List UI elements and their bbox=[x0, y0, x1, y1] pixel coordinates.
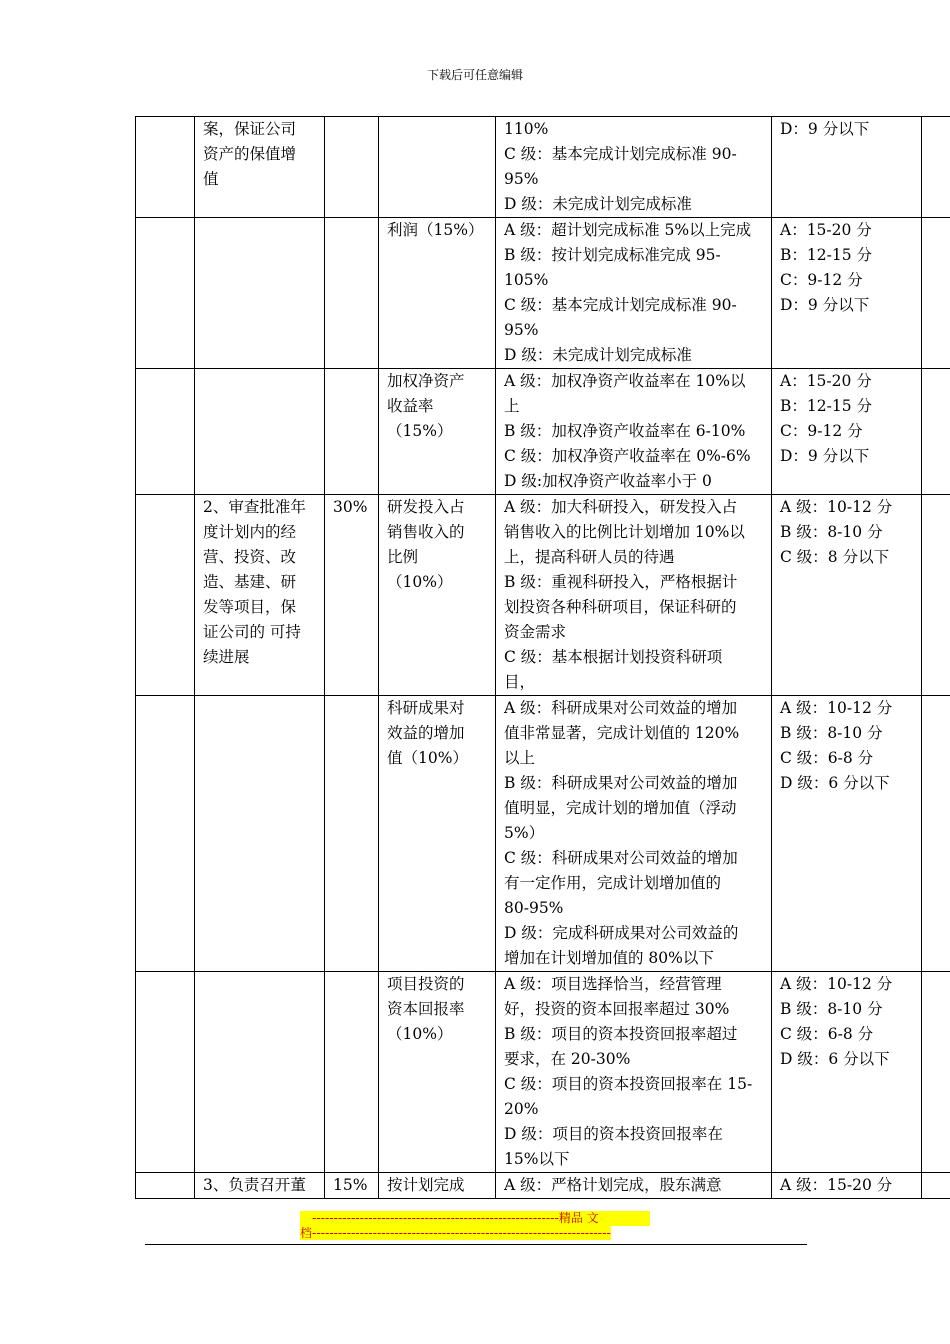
table-cell-col5 bbox=[496, 369, 772, 495]
cell-line: B 级：8-10 分 bbox=[780, 1000, 883, 1018]
table-cell-col7 bbox=[922, 369, 950, 495]
cell-line: 目， bbox=[504, 673, 536, 691]
table-cell-col4 bbox=[379, 696, 496, 972]
cell-line: 利润（15%） bbox=[387, 221, 484, 239]
cell-line: A 级：10-12 分 bbox=[780, 699, 893, 717]
cell-line: D 级：未完成计划完成标准 bbox=[504, 195, 692, 213]
cell-line: 80-95% bbox=[504, 899, 564, 917]
cell-line: D：9 分以下 bbox=[780, 447, 870, 465]
table-cell-col7 bbox=[922, 117, 950, 218]
table-row bbox=[136, 218, 950, 369]
table-cell-col5 bbox=[496, 495, 772, 696]
cell-line: 值明显，完成计划的增加值（浮动 bbox=[504, 799, 737, 817]
cell-line: 增加在计划增加值的 80%以下 bbox=[504, 949, 714, 967]
cell-line: A 级：15-20 分 bbox=[780, 1176, 893, 1194]
cell-line: 2、审查批准年 bbox=[203, 498, 306, 516]
table-cell-col3: 15% bbox=[325, 1173, 379, 1199]
cell-line: 95% bbox=[504, 170, 539, 188]
table-cell-col2 bbox=[195, 218, 325, 369]
table-cell-col3 bbox=[325, 218, 379, 369]
cell-line: 证公司的 可持 bbox=[203, 623, 301, 641]
cell-line: B 级：8-10 分 bbox=[780, 523, 883, 541]
table-cell-col4 bbox=[379, 218, 496, 369]
cell-line: B：12-15 分 bbox=[780, 397, 873, 415]
cell-line: B 级：按计划完成标准完成 95- bbox=[504, 246, 721, 264]
table-cell-col4 bbox=[379, 972, 496, 1173]
cell-line: 科研成果对 bbox=[387, 699, 465, 717]
cell-line: 资产的保值增 bbox=[203, 145, 297, 163]
cell-line: 资本回报率 bbox=[387, 1000, 465, 1018]
cell-line: D 级：项目的资本投资回报率在 bbox=[504, 1125, 723, 1143]
table-row bbox=[136, 696, 950, 972]
cell-line: （10%） bbox=[387, 573, 453, 591]
table-cell-col7 bbox=[922, 218, 950, 369]
table-cell-col7 bbox=[922, 1173, 950, 1199]
table-row bbox=[136, 972, 950, 1173]
table-row bbox=[136, 495, 950, 696]
table-cell-col6 bbox=[772, 696, 922, 972]
table-cell-col3 bbox=[325, 696, 379, 972]
cell-line: C 级：项目的资本投资回报率在 15- bbox=[504, 1075, 753, 1093]
cell-line: 比例 bbox=[387, 548, 419, 566]
table-cell-col3 bbox=[325, 369, 379, 495]
cell-line: B 级：科研成果对公司效益的增加 bbox=[504, 774, 738, 792]
cell-line: 效益的增加 bbox=[387, 724, 465, 742]
cell-line: 研发投入占 bbox=[387, 498, 465, 516]
cell-line: A 级：项目选择恰当，经营管理 bbox=[504, 975, 722, 993]
cell-line: A 级：加大科研投入，研发投入占 bbox=[504, 498, 738, 516]
cell-line: 收益率 bbox=[387, 397, 434, 415]
cell-line: 上，提高科研人员的待遇 bbox=[504, 548, 675, 566]
cell-line: 按计划完成 bbox=[387, 1176, 465, 1194]
cell-line: 营、投资、改 bbox=[203, 548, 297, 566]
cell-line: A 级：10-12 分 bbox=[780, 975, 893, 993]
cell-line: 有一定作用，完成计划增加值的 bbox=[504, 874, 722, 892]
cell-line: A 级：严格计划完成，股东满意 bbox=[504, 1176, 722, 1194]
cell-line: 值非常显著，完成计划值的 120% bbox=[504, 724, 740, 742]
table-cell-col6 bbox=[772, 972, 922, 1173]
cell-line: D 级：6 分以下 bbox=[780, 774, 890, 792]
table-cell-col5 bbox=[496, 218, 772, 369]
table-cell-col6 bbox=[772, 369, 922, 495]
table-cell-col4 bbox=[379, 117, 496, 218]
cell-line: B：12-15 分 bbox=[780, 246, 873, 264]
table-cell-col3 bbox=[325, 972, 379, 1173]
cell-line: C 级：基本完成计划完成标准 90- bbox=[504, 296, 737, 314]
evaluation-table bbox=[135, 116, 950, 1199]
table-row bbox=[136, 1173, 950, 1199]
cell-line: 以上 bbox=[504, 749, 536, 767]
cell-line: C 级：基本根据计划投资科研项 bbox=[504, 648, 723, 666]
page-header: 下载后可任意编辑 bbox=[426, 68, 523, 82]
cell-line: 110% bbox=[504, 120, 549, 138]
table-cell-col1 bbox=[136, 117, 195, 218]
cell-line: 项目投资的 bbox=[387, 975, 465, 993]
table-cell-col6 bbox=[772, 117, 922, 218]
table-cell-col5 bbox=[496, 972, 772, 1173]
cell-line: A：15-20 分 bbox=[780, 221, 872, 239]
cell-line: A：15-20 分 bbox=[780, 372, 872, 390]
table-cell-col6 bbox=[772, 218, 922, 369]
table-cell-col1 bbox=[136, 1173, 195, 1199]
cell-line: 好，投资的资本回报率超过 30% bbox=[504, 1000, 730, 1018]
table-cell-col5 bbox=[496, 696, 772, 972]
cell-line: A 级：科研成果对公司效益的增加 bbox=[504, 699, 738, 717]
cell-line: 5%） bbox=[504, 824, 545, 842]
cell-line: A 级：10-12 分 bbox=[780, 498, 893, 516]
cell-line: 造、基建、研 bbox=[203, 573, 297, 591]
cell-line: 资金需求 bbox=[504, 623, 567, 641]
table-cell-col2 bbox=[195, 972, 325, 1173]
cell-line: C 级：基本完成计划完成标准 90- bbox=[504, 145, 737, 163]
table-cell-col3: 30% bbox=[325, 495, 379, 696]
table-cell-col3 bbox=[325, 117, 379, 218]
cell-line: B 级：项目的资本投资回报率超过 bbox=[504, 1025, 738, 1043]
cell-line: A 级：超计划完成标准 5%以上完成 bbox=[504, 221, 752, 239]
footer-line-1: ---------------------------------------------------------精品 文 bbox=[300, 1211, 650, 1226]
cell-line: 105% bbox=[504, 271, 549, 289]
cell-line: D 级：完成科研成果对公司效益的 bbox=[504, 924, 739, 942]
cell-line: 划投资各种科研项目，保证科研的 bbox=[504, 598, 737, 616]
cell-line: （10%） bbox=[387, 1025, 453, 1043]
cell-line: 度计划内的经 bbox=[203, 523, 297, 541]
cell-line: 销售收入的 bbox=[387, 523, 465, 541]
table-cell-col2 bbox=[195, 495, 325, 696]
table-cell-col5 bbox=[496, 1173, 772, 1199]
cell-line: 95% bbox=[504, 321, 539, 339]
cell-line: 上 bbox=[504, 397, 520, 415]
footer-divider bbox=[145, 1244, 807, 1245]
cell-line: 20% bbox=[504, 1100, 539, 1118]
table-cell-col2 bbox=[195, 369, 325, 495]
cell-line: 销售收入的比例比计划增加 10%以 bbox=[504, 523, 745, 541]
cell-line: 3、负责召开董 bbox=[203, 1176, 306, 1194]
table-cell-col7 bbox=[922, 495, 950, 696]
cell-line: B 级：加权净资产收益率在 6-10% bbox=[504, 422, 746, 440]
table-cell-col2 bbox=[195, 696, 325, 972]
cell-line: A 级：加权净资产收益率在 10%以 bbox=[504, 372, 746, 390]
cell-line: 续进展 bbox=[203, 648, 250, 666]
table-cell-col2 bbox=[195, 117, 325, 218]
table-cell-col1 bbox=[136, 972, 195, 1173]
cell-line: 发等项目，保 bbox=[203, 598, 297, 616]
cell-line: D 级：未完成计划完成标准 bbox=[504, 346, 692, 364]
table-cell-col1 bbox=[136, 369, 195, 495]
cell-line: 值 bbox=[203, 170, 219, 188]
table-cell-col5 bbox=[496, 117, 772, 218]
cell-line: D：9 分以下 bbox=[780, 120, 870, 138]
table-row bbox=[136, 117, 950, 218]
footer-watermark bbox=[300, 1211, 650, 1241]
table-cell-col4 bbox=[379, 495, 496, 696]
table-cell-col1 bbox=[136, 218, 195, 369]
table-cell-col1 bbox=[136, 696, 195, 972]
cell-line: B 级：8-10 分 bbox=[780, 724, 883, 742]
cell-line: D：9 分以下 bbox=[780, 296, 870, 314]
cell-line: C 级：8 分以下 bbox=[780, 548, 890, 566]
table-row bbox=[136, 369, 950, 495]
cell-line: C 级：加权净资产收益率在 0%-6% bbox=[504, 447, 751, 465]
cell-line: C 级：科研成果对公司效益的增加 bbox=[504, 849, 738, 867]
cell-line: D 级:加权净资产收益率小于 0 bbox=[504, 472, 712, 490]
cell-line: 15%以下 bbox=[504, 1150, 570, 1168]
cell-line: 案，保证公司 bbox=[203, 120, 297, 138]
cell-line: （15%） bbox=[387, 422, 453, 440]
table-cell-col1 bbox=[136, 495, 195, 696]
table-cell-col7 bbox=[922, 696, 950, 972]
cell-line: C 级：6-8 分 bbox=[780, 1025, 874, 1043]
cell-line: C 级：6-8 分 bbox=[780, 749, 874, 767]
table-cell-col6 bbox=[772, 1173, 922, 1199]
cell-line: C：9-12 分 bbox=[780, 422, 863, 440]
table-cell-col4 bbox=[379, 369, 496, 495]
cell-line: B 级：重视科研投入，严格根据计 bbox=[504, 573, 738, 591]
cell-line: 加权净资产 bbox=[387, 372, 465, 390]
cell-line: C：9-12 分 bbox=[780, 271, 863, 289]
table-cell-col7 bbox=[922, 972, 950, 1173]
table-cell-col2 bbox=[195, 1173, 325, 1199]
table-cell-col6 bbox=[772, 495, 922, 696]
footer-line-2: 档--------------------------------------------------------------------- bbox=[300, 1226, 611, 1240]
cell-line: 值（10%） bbox=[387, 749, 468, 767]
cell-line: D 级：6 分以下 bbox=[780, 1050, 890, 1068]
cell-line: 要求，在 20-30% bbox=[504, 1050, 631, 1068]
table-cell-col4 bbox=[379, 1173, 496, 1199]
